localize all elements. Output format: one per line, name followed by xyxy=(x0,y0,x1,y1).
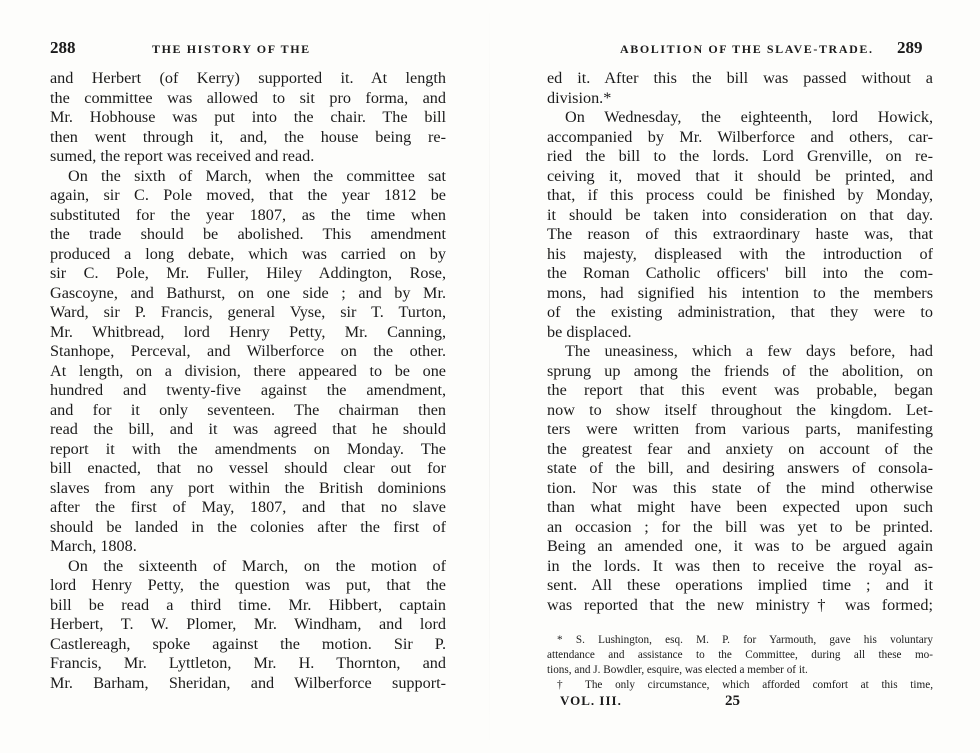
text-line: now to show itself throughout the kingdom. Let- xyxy=(547,400,933,419)
text-line: be displaced. xyxy=(547,322,632,341)
text-line: ried the bill to the lords. Lord Grenville, on re- xyxy=(547,147,933,165)
text-line: the Roman Catholic officers' bill into the com- xyxy=(547,264,933,282)
text-line: read the bill, and it was agreed that he should xyxy=(50,420,446,438)
text-line: report it with the amendments on Monday. The xyxy=(50,439,446,458)
text-line: should be landed in the colonies after the first of xyxy=(50,517,446,536)
text-line: bill enacted, that no vessel should clear out for xyxy=(50,459,446,477)
text-line: hundred and twenty-five against the amendment, xyxy=(50,381,446,399)
signature-volume: VOL. III. xyxy=(560,693,622,708)
text-line: then went through it, and, the house being re- xyxy=(50,127,446,146)
text-line: sir C. Pole, Mr. Fuller, Hiley Addington, Rose, xyxy=(50,264,446,282)
text-line: state of the bill, and desiring answers of consola- xyxy=(547,459,933,477)
text-line: On Wednesday, the eighteenth, lord Howick, xyxy=(565,108,933,126)
running-head-left: THE HISTORY OF THE xyxy=(152,42,311,56)
text-line: ceiving it, moved that it should be printed, and xyxy=(547,166,933,185)
text-line: mons, had signified his intention to the members xyxy=(547,283,933,302)
text-line: At length, on a division, there appeared to be one xyxy=(50,361,446,380)
text-line: was reported that the new ministry† was formed; xyxy=(547,595,933,614)
text-line: accompanied by Mr. Wilberforce and others, car- xyxy=(547,127,933,146)
text-line: Castlereagh, spoke against the motion. Sir P. xyxy=(50,634,446,653)
text-line: March, 1808. xyxy=(50,537,137,555)
footnotes xyxy=(547,633,933,693)
right-page xyxy=(490,0,980,753)
text-line: bill be read a third time. Mr. Hibbert, captain xyxy=(50,595,446,614)
text-line: ters were written from various parts, manifesting xyxy=(547,420,933,438)
text-line: On the sixth of March, when the committee sat xyxy=(68,166,446,185)
text-line: his majesty, displeased with the introduction of xyxy=(547,244,933,263)
page-number-left: 288 xyxy=(50,38,76,57)
text-line: Mr. Barham, Sheridan, and Wilberforce support- xyxy=(50,673,446,692)
text-line: Ward, sir P. Francis, general Vyse, sir T. Turton, xyxy=(50,303,446,321)
text-line: the greatest fear and anxiety on account of the xyxy=(547,439,933,458)
text-line: tion. Nor was this state of the mind otherwise xyxy=(547,478,933,497)
text-line: after the first of May, 1807, and that no slave xyxy=(50,498,446,516)
text-line: substituted for the year 1807, as the time when xyxy=(50,205,446,224)
text-line: On the sixteenth of March, on the motion of xyxy=(68,556,446,575)
text-line: The uneasiness, which a few days before, had xyxy=(565,342,933,360)
text-line: produced a long debate, which was carried on by xyxy=(50,244,446,263)
text-line: Stanhope, Perceval, and Wilberforce on the other. xyxy=(50,342,446,360)
text-line: sumed, the report was received and read. xyxy=(50,147,315,165)
page-number-right: 289 xyxy=(897,38,923,57)
left-page-body xyxy=(50,69,446,693)
text-line: than what might have been expected upon such xyxy=(547,498,933,516)
text-line: that, if this process could be finished by Monday, xyxy=(547,186,933,204)
footnote-line: * S. Lushington, esq. M. P. for Yarmouth, gave his voluntary xyxy=(557,634,933,646)
text-line: ed it. After this the bill was passed without a xyxy=(547,69,933,87)
text-line: of the existing administration, that they were to xyxy=(547,303,933,321)
footnote-line: tions, and J. Bowdler, esquire, was elected a member of it. xyxy=(547,664,808,676)
text-line: Francis, Mr. Lyttleton, Mr. H. Thornton, and xyxy=(50,654,446,672)
text-line: and Herbert (of Kerry) supported it. At length xyxy=(50,69,446,87)
text-line: Mr. Hobhouse was put into the chair. The bill xyxy=(50,108,446,126)
text-line: and for it only seventeen. The chairman then xyxy=(50,400,446,419)
text-line: again, sir C. Pole moved, that the year 1812 be xyxy=(50,186,446,204)
running-head-right: ABOLITION OF THE SLAVE-TRADE. xyxy=(620,42,874,56)
text-line: slaves from any port within the British dominions xyxy=(50,478,446,497)
text-line: division.* xyxy=(547,88,612,107)
text-line: the committee was allowed to sit pro forma, and xyxy=(50,88,446,107)
signature-number: 25 xyxy=(725,693,740,709)
text-line: The reason of this extraordinary haste was, that xyxy=(547,225,933,243)
text-line: Herbert, T. W. Plomer, Mr. Windham, and lord xyxy=(50,615,446,633)
right-page-body xyxy=(547,69,933,615)
text-line: Gascoyne, and Bathurst, on one side ; and by Mr. xyxy=(50,283,446,302)
text-line: lord Henry Petty, the question was put, that the xyxy=(50,576,446,594)
text-line: the report that this event was probable, began xyxy=(547,381,933,399)
text-line: sent. All these operations implied time ; and it xyxy=(547,576,933,594)
footnote-line: † The only circumstance, which afforded comfort at this time, xyxy=(557,679,933,691)
text-line: an occasion ; for the bill was yet to be printed. xyxy=(547,517,933,536)
text-line: sprung up among the friends of the abolition, on xyxy=(547,361,933,380)
text-line: it should be taken into consideration on that day. xyxy=(547,205,933,224)
text-line: Mr. Whitbread, lord Henry Petty, Mr. Canning, xyxy=(50,322,446,341)
text-line: Being an amended one, it was to be argued again xyxy=(547,537,933,555)
text-line: in the lords. It was then to receive the royal as- xyxy=(547,556,933,575)
footnote-line: attendance and assistance to the Committee, during all these mo- xyxy=(547,649,933,661)
text-line: the trade should be abolished. This amendment xyxy=(50,225,446,243)
